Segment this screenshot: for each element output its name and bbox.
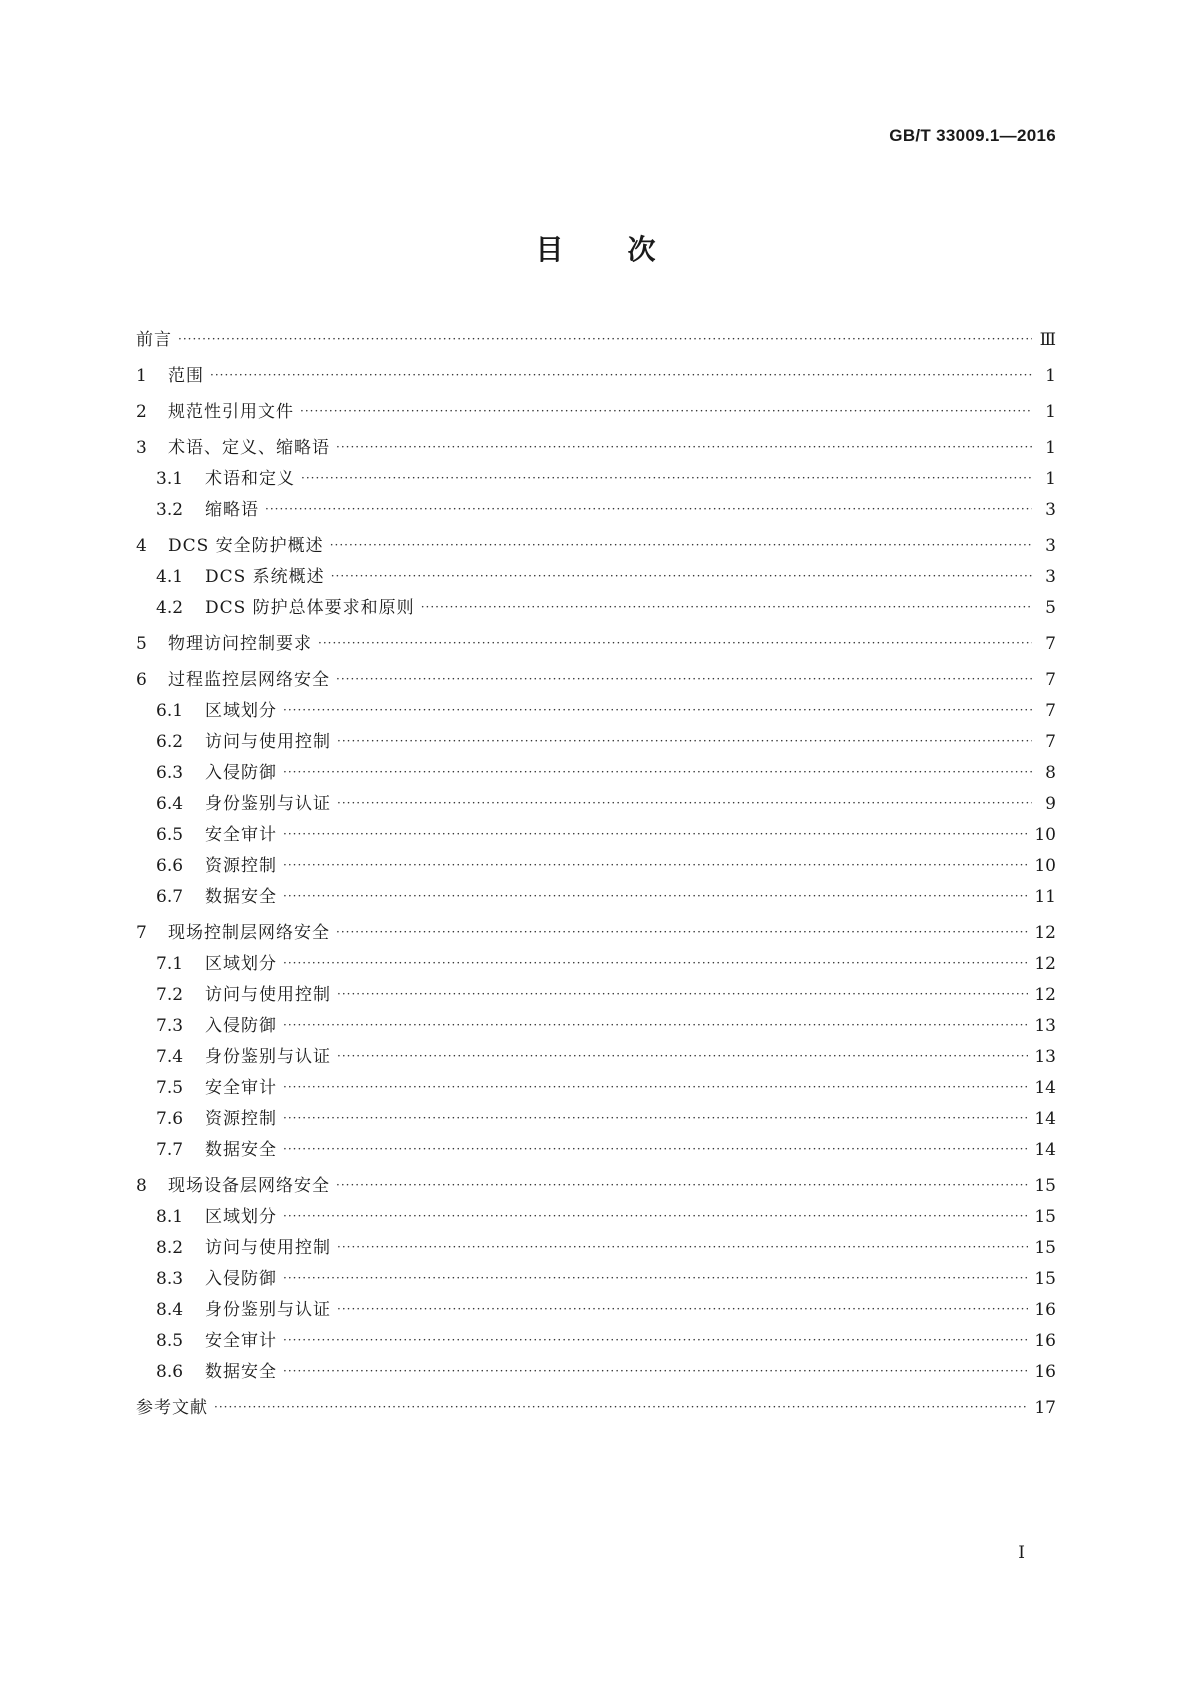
toc-entry-title: 入侵防御: [205, 1269, 277, 1289]
toc-entry[interactable]: [136, 758, 1056, 789]
toc-entry-page: 9: [1045, 794, 1056, 814]
toc-entry[interactable]: [136, 1295, 1056, 1326]
toc-heading: [0, 228, 1191, 268]
toc-entry[interactable]: [136, 1042, 1056, 1073]
toc-entry-page: 15: [1034, 1238, 1056, 1258]
toc-entry-title: 物理访问控制要求: [168, 634, 312, 654]
toc-entry-number: 8.5: [156, 1331, 184, 1351]
toc-entry-number: 8.6: [156, 1362, 184, 1382]
toc-entry-title: 安全审计: [205, 1331, 277, 1351]
toc-entry[interactable]: [136, 918, 1056, 949]
toc-entry-number: 6.2: [156, 732, 184, 752]
toc-entry[interactable]: [136, 433, 1056, 464]
toc-entry-number: 7.3: [156, 1016, 184, 1036]
toc-entry-number: 8: [136, 1176, 147, 1196]
toc-leader-dots: [337, 788, 1032, 819]
toc-entry[interactable]: [136, 361, 1056, 392]
toc-leader-dots: [283, 1201, 1028, 1232]
toc-entry-number: 7.5: [156, 1078, 184, 1098]
toc-entry[interactable]: [136, 789, 1056, 820]
toc-leader-dots: [421, 592, 1032, 623]
toc-entry[interactable]: [136, 1326, 1056, 1357]
toc-heading-first: 目: [535, 233, 564, 266]
toc-entry-number: 7: [136, 923, 147, 943]
toc-entry-title: 资源控制: [205, 856, 277, 876]
toc-entry-page: 1: [1045, 366, 1056, 386]
toc-entry-title: 入侵防御: [205, 1016, 277, 1036]
toc-entry-number: 4.2: [156, 598, 184, 618]
toc-leader-dots: [330, 530, 1032, 561]
toc-entry-number: 4: [136, 536, 147, 556]
toc-leader-dots: [178, 324, 1032, 355]
toc-entry-title: 过程监控层网络安全: [168, 670, 330, 690]
toc-leader-dots: [265, 494, 1032, 525]
toc-entry-number: 6.4: [156, 794, 184, 814]
toc-leader-dots: [336, 1170, 1028, 1201]
toc-entry-number: 7.6: [156, 1109, 184, 1129]
toc-leader-dots: [283, 1103, 1028, 1134]
toc-entry[interactable]: [136, 665, 1056, 696]
toc-heading-second: 次: [627, 233, 656, 266]
toc-entry-title: 数据安全: [205, 1362, 277, 1382]
toc-entry-number: 7.4: [156, 1047, 184, 1067]
toc-entry-page: 1: [1045, 402, 1056, 422]
toc-entry-title: 身份鉴别与认证: [205, 1047, 331, 1067]
toc-entry-page: 7: [1045, 701, 1056, 721]
toc-leader-dots: [336, 432, 1032, 463]
toc-entry-title: 数据安全: [205, 1140, 277, 1160]
toc-entry-page: 12: [1034, 985, 1056, 1005]
table-of-contents: [136, 325, 1056, 1424]
toc-entry-number: 7.7: [156, 1140, 184, 1160]
toc-entry-title: 访问与使用控制: [205, 732, 331, 752]
toc-entry-title: 前言: [136, 330, 172, 350]
toc-entry-title: 入侵防御: [205, 763, 277, 783]
toc-entry-number: 8.1: [156, 1207, 184, 1227]
toc-entry[interactable]: [136, 1171, 1056, 1202]
toc-entry-page: 14: [1034, 1109, 1056, 1129]
toc-leader-dots: [336, 917, 1028, 948]
toc-entry-page: 16: [1034, 1331, 1056, 1351]
toc-entry-page: 11: [1034, 887, 1056, 907]
toc-entry-number: 8.2: [156, 1238, 184, 1258]
toc-entry-page: 14: [1034, 1078, 1056, 1098]
toc-entry-title: 安全审计: [205, 825, 277, 845]
standard-number: GB/T 33009.1—2016: [889, 126, 1056, 145]
toc-entry[interactable]: [136, 562, 1056, 593]
toc-entry-number: 8.4: [156, 1300, 184, 1320]
toc-leader-dots: [283, 757, 1032, 788]
toc-entry-title: 现场设备层网络安全: [168, 1176, 330, 1196]
toc-entry-number: 7.1: [156, 954, 184, 974]
toc-entry-number: 4.1: [156, 567, 184, 587]
toc-entry-number: 8.3: [156, 1269, 184, 1289]
toc-entry-page: 5: [1045, 598, 1056, 618]
toc-entry-page: 17: [1034, 1398, 1056, 1418]
toc-entry-number: 6.1: [156, 701, 184, 721]
toc-entry[interactable]: [136, 464, 1056, 495]
toc-entry-page: 7: [1045, 670, 1056, 690]
toc-entry-title: 现场控制层网络安全: [168, 923, 330, 943]
toc-leader-dots: [283, 881, 1028, 912]
toc-entry[interactable]: [136, 851, 1056, 882]
toc-leader-dots: [337, 1041, 1028, 1072]
toc-entry-page: 15: [1034, 1269, 1056, 1289]
toc-entry-page: 16: [1034, 1300, 1056, 1320]
toc-leader-dots: [337, 1232, 1028, 1263]
toc-leader-dots: [283, 948, 1028, 979]
toc-leader-dots: [300, 396, 1032, 427]
toc-entry-page: 8: [1045, 763, 1056, 783]
toc-entry[interactable]: [136, 1104, 1056, 1135]
toc-entry-title: 身份鉴别与认证: [205, 794, 331, 814]
toc-entry-number: 1: [136, 366, 147, 386]
toc-leader-dots: [283, 695, 1032, 726]
toc-leader-dots: [283, 1134, 1028, 1165]
toc-entry-page: 13: [1034, 1047, 1056, 1067]
toc-entry-page: 13: [1034, 1016, 1056, 1036]
toc-entry[interactable]: [136, 696, 1056, 727]
toc-entry-title: 数据安全: [205, 887, 277, 907]
toc-entry[interactable]: [136, 980, 1056, 1011]
toc-leader-dots: [283, 1072, 1028, 1103]
toc-entry[interactable]: [136, 949, 1056, 980]
toc-entry-title: 身份鉴别与认证: [205, 1300, 331, 1320]
toc-entry-page: 16: [1034, 1362, 1056, 1382]
toc-leader-dots: [283, 1010, 1028, 1041]
toc-entry-page: 7: [1045, 732, 1056, 752]
toc-entry-title: DCS 系统概述: [205, 567, 325, 587]
toc-entry-title: 术语和定义: [205, 469, 295, 489]
toc-entry[interactable]: [136, 629, 1056, 660]
toc-entry-number: 6.6: [156, 856, 184, 876]
toc-entry-title: 区域划分: [205, 954, 277, 974]
toc-entry-page: 1: [1045, 438, 1056, 458]
toc-entry-page: 15: [1034, 1207, 1056, 1227]
toc-entry-number: 3.1: [156, 469, 184, 489]
toc-entry-title: 访问与使用控制: [205, 985, 331, 1005]
toc-entry[interactable]: [136, 325, 1056, 356]
toc-entry-page: 7: [1045, 634, 1056, 654]
toc-entry-page: 10: [1034, 856, 1056, 876]
toc-entry-title: 访问与使用控制: [205, 1238, 331, 1258]
toc-entry[interactable]: [136, 531, 1056, 562]
toc-entry-number: 6.3: [156, 763, 184, 783]
toc-entry-title: 安全审计: [205, 1078, 277, 1098]
toc-entry[interactable]: [136, 1264, 1056, 1295]
toc-entry-page: Ⅲ: [1039, 330, 1056, 350]
toc-entry-number: 2: [136, 402, 147, 422]
toc-entry-title: 参考文献: [136, 1398, 208, 1418]
toc-leader-dots: [283, 1356, 1028, 1387]
toc-entry-page: 3: [1045, 567, 1056, 587]
toc-entry-number: 7.2: [156, 985, 184, 1005]
toc-entry-number: 3: [136, 438, 147, 458]
toc-entry-page: 15: [1034, 1176, 1056, 1196]
toc-entry[interactable]: [136, 593, 1056, 624]
toc-entry-page: 12: [1034, 954, 1056, 974]
toc-entry[interactable]: [136, 1233, 1056, 1264]
toc-entry[interactable]: [136, 1393, 1056, 1424]
toc-entry[interactable]: [136, 1202, 1056, 1233]
toc-leader-dots: [331, 561, 1032, 592]
toc-leader-dots: [283, 1325, 1028, 1356]
toc-entry-title: 规范性引用文件: [168, 402, 294, 422]
toc-leader-dots: [336, 664, 1032, 695]
toc-entry-title: DCS 安全防护概述: [168, 536, 324, 556]
page-number: Ⅰ: [1018, 1543, 1025, 1563]
toc-entry-page: 1: [1045, 469, 1056, 489]
toc-leader-dots: [214, 1392, 1028, 1423]
toc-leader-dots: [283, 850, 1028, 881]
toc-leader-dots: [337, 1294, 1028, 1325]
toc-entry-title: 区域划分: [205, 1207, 277, 1227]
toc-entry-title: 资源控制: [205, 1109, 277, 1129]
toc-entry[interactable]: [136, 1011, 1056, 1042]
toc-entry-number: 6: [136, 670, 147, 690]
toc-entry[interactable]: [136, 495, 1056, 526]
toc-leader-dots: [210, 360, 1032, 391]
toc-leader-dots: [301, 463, 1032, 494]
toc-entry-page: 12: [1034, 923, 1056, 943]
toc-entry-number: 3.2: [156, 500, 184, 520]
toc-entry[interactable]: [136, 1357, 1056, 1388]
toc-leader-dots: [337, 979, 1028, 1010]
toc-leader-dots: [318, 628, 1032, 659]
toc-entry-title: 术语、定义、缩略语: [168, 438, 330, 458]
toc-entry-number: 5: [136, 634, 147, 654]
toc-entry[interactable]: [136, 882, 1056, 913]
toc-entry-page: 3: [1045, 500, 1056, 520]
toc-entry-page: 10: [1034, 825, 1056, 845]
toc-entry-title: DCS 防护总体要求和原则: [205, 598, 415, 618]
toc-entry-title: 区域划分: [205, 701, 277, 721]
toc-entry[interactable]: [136, 820, 1056, 851]
toc-entry[interactable]: [136, 397, 1056, 428]
toc-entry[interactable]: [136, 1135, 1056, 1166]
toc-entry-title: 缩略语: [205, 500, 259, 520]
toc-entry-page: 3: [1045, 536, 1056, 556]
toc-leader-dots: [337, 726, 1032, 757]
toc-entry-page: 14: [1034, 1140, 1056, 1160]
toc-leader-dots: [283, 1263, 1028, 1294]
toc-entry-number: 6.5: [156, 825, 184, 845]
toc-entry-title: 范围: [168, 366, 204, 386]
toc-entry-number: 6.7: [156, 887, 184, 907]
toc-entry[interactable]: [136, 727, 1056, 758]
toc-leader-dots: [283, 819, 1028, 850]
toc-entry[interactable]: [136, 1073, 1056, 1104]
